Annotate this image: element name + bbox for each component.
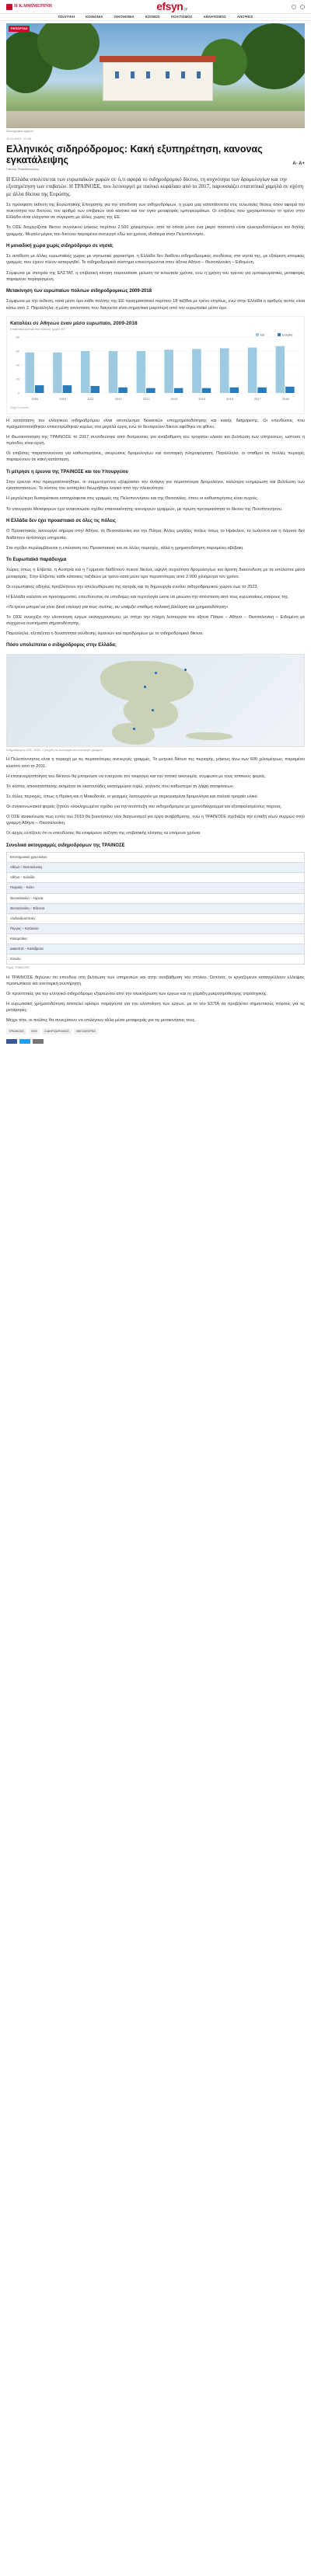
legend-swatch <box>256 333 259 336</box>
font-size-control[interactable]: A- A+ <box>292 161 305 166</box>
table-row <box>7 893 305 903</box>
x-tick-label: 2014 <box>170 396 178 401</box>
table-row <box>7 933 305 944</box>
table-row <box>7 863 305 873</box>
paragraph: Σύμφωνα με στοιχεία της ΕΛΣΤΑΤ, η επιβατική κίνηση παρουσίασε μείωση τα τελευταία χρόνια, ενώ η χρήση του τρένου για εμπορευματικές μεταφορές παραμένει περιορισμένη. <box>6 270 305 282</box>
table-cell: Σύνολο <box>7 954 305 965</box>
bar-eu <box>276 346 285 392</box>
bar-gr <box>63 385 72 393</box>
section-heading: Η Ελλάδα δεν έχει προαστιακό σε όλες τις πόλεις <box>6 518 117 523</box>
nav-item[interactable]: ΠΟΛΙΤΙΣΜΟΣ <box>170 14 193 19</box>
paragraph: Οι αρχές ελπίζουν ότι οι επενδύσεις θα επιφέρουν αύξηση της επιβατικής κίνησης τα επόμενα χρόνια. <box>6 831 201 836</box>
routes-table <box>6 852 305 965</box>
tag[interactable]: ΟΣΕ <box>29 1028 40 1034</box>
bar-eu <box>25 352 34 392</box>
x-tick-label: 2015 <box>198 396 206 401</box>
paragraph: Στην έρευνα που πραγματοποιήθηκε, οι συμμετέχοντες εξέφρασαν την ανάγκη για περισσότερα δρομολόγια, καλύτερη ενημέρωση και βελτίωση των εγκαταστάσεων. Το κόστος του εισιτηρίου θεωρήθηκε λογικό από την πλειονότητα. <box>6 480 305 492</box>
paragraph: Η Ελλάδα καλείται να προσαρμοστεί, επενδύοντας σε υποδομές και τεχνολογία ώστε να μειώσει την απόσταση από τους ευρωπαίους εταίρους της. <box>6 594 289 600</box>
bar-gr <box>35 385 44 393</box>
chart-title: Καταλύει σε Αθηνών έναν μέσο ευρωπαίο, 2009-2018 <box>10 320 138 326</box>
section-heading: Η μοναδική χώρα χωρίς σιδηρόδρομο σε νησιά; <box>6 243 114 249</box>
secondary-logo-text: Η ΚΑΘΗΜΕΡΙΝΗ <box>14 4 52 9</box>
header-icons <box>292 5 305 9</box>
bar-gr <box>174 388 183 392</box>
paragraph: Σε αντίθεση με άλλες ευρωπαϊκές χώρες με νησιωτικό χαρακτήρα, η Ελλάδα δεν διαθέτει σιδηροδρομικές συνδέσεις στα νησιά της, με εξαίρεση ιστορικές γραμμές που έχουν πλέον καταργηθεί. Το σιδηροδρομικό σύστημα επικεντρώνεται στον άξονα Αθήνα – Θεσσαλονίκη – Ειδομένη. <box>6 254 305 266</box>
table-cell: Αθήνα – Θεσσαλονίκη <box>7 863 305 873</box>
paragraph: Η ευρωπαϊκή χρηματοδότηση αποτελεί κρίσιμο παράγοντα για την υλοποίηση των έργων, με το νέο ΕΣΠΑ να προβλέπει σημαντικούς πόρους για τις μεταφορές. <box>6 1002 305 1013</box>
bar-gr <box>257 387 267 392</box>
table-cell: Επιστημονικό χρονολόγιο <box>7 853 305 863</box>
article-title: Ελληνικός σιδηρόδρομος: Κακή εξυπηρέτηση, κανονας εγκατάλειψης <box>6 144 263 165</box>
table-row <box>7 923 305 933</box>
table-row <box>7 913 305 923</box>
newspaper-icon <box>6 4 12 10</box>
tag[interactable]: ΜΕΤΑΦΟΡΕΣ <box>74 1028 98 1034</box>
y-tick-label: 20 <box>16 377 19 381</box>
bar-gr <box>285 387 295 393</box>
y-tick-label: 60 <box>16 349 19 353</box>
table-row <box>7 903 305 913</box>
paragraph: Η μεγαλύτερη δυσαρέσκεια καταγράφεται στις γραμμές της Πελοποννήσου και της Θεσσαλίας, όπου οι καθυστερήσεις είναι συχνές. <box>6 496 259 502</box>
paragraph: Το υπουργείο Μεταφορών έχει ανακοινώσει σχέδιο επανεκκίνησης ανενεργών γραμμών, με πρώτη προτεραιότητα το δίκτυο της Πελοποννήσου. <box>6 506 283 512</box>
y-tick-label: 80 <box>16 335 19 339</box>
search-icon[interactable] <box>292 5 296 9</box>
paragraph: Οι προοπτικές για τον ελληνικό σιδηρόδρομο εξαρτώνται από την ολοκλήρωση των έργων και τη χάραξη μακροπρόθεσμης στρατηγικής. <box>6 991 268 996</box>
tag[interactable]: ΣΙΔΗΡΟΔΡΟΜΟΣ <box>42 1028 72 1034</box>
table-row <box>7 954 305 965</box>
bar-eu <box>53 352 62 392</box>
paragraph: Σύμφωνα με την έκθεση, κατά μέσο όρο κάθε πολίτης της ΕΕ πραγματοποιεί περίπου 18 ταξίδια με τρένο ετησίως, ενώ στην Ελλάδα ο αριθμός αυτός είναι κάτω από 2. Παράλληλα, η μέση απόσταση που διανύεται είναι σημαντικά μικρότερη από τον ευρωπαϊκό μέσο όρο. <box>6 299 305 311</box>
bar-eu <box>192 349 201 393</box>
nav-item[interactable]: ΑΠΟΨΕΙΣ <box>236 14 253 19</box>
x-tick-label: 2018 <box>281 396 289 401</box>
category-badge[interactable]: ΡΕΠΟΡΤΑΖ <box>9 26 30 32</box>
x-tick-label: 2011 <box>87 396 94 401</box>
x-tick-label: 2016 <box>226 396 233 401</box>
site-logo-text: efsyn <box>156 0 183 13</box>
twitter-icon[interactable] <box>19 1039 30 1044</box>
x-tick-label: 2012 <box>114 396 122 401</box>
header <box>0 0 311 13</box>
nav-item[interactable]: ΟΙΚΟΝΟΜΙΑ <box>114 14 135 19</box>
table-cell: Αθήνα – Χαλκίδα <box>7 873 305 883</box>
paragraph: Το ΟΣΕ συνεχίζει την υλοποίηση έργων εκσυγχρονισμού, με στόχο την πλήρη λειτουργία του άξονα Πάτρα – Αθήνα – Θεσσαλονίκη – Ειδομένη με σύγχρονα συστήματα σηματοδότησης. <box>6 614 305 627</box>
hero-caption: Φωτογραφία αρχείου <box>6 130 34 133</box>
menu-icon[interactable] <box>300 5 305 9</box>
table-cell: Διακοπτό – Καλάβρυτα <box>7 944 305 954</box>
paragraph: Στα σχέδια περιλαμβάνεται η επέκταση του Προαστιακού και σε άλλες περιοχές, αλλά η χρηματοδότηση παραμένει αβέβαιη. <box>6 545 244 551</box>
legend-swatch <box>278 333 281 336</box>
x-tick-label: 2013 <box>142 396 150 401</box>
table-cell: Αλεξανδρούπολη <box>7 913 305 923</box>
nav-item[interactable]: ΚΟΙΝΩΝΙΑ <box>86 14 103 19</box>
table-row <box>7 883 305 893</box>
chart-heading: Μετακίνηση των ευρωπαίων πολιτών σιδηροδρομικώς 2009-2018 <box>6 288 152 294</box>
bar-eu <box>164 349 173 393</box>
nav-item[interactable]: ΚΟΣΜΟΣ <box>145 14 160 19</box>
bar-chart <box>6 316 305 414</box>
email-icon[interactable] <box>33 1039 44 1044</box>
hero-image <box>6 23 305 128</box>
table-cell: Καλαμπάκα <box>7 933 305 944</box>
rail-map[interactable] <box>6 654 305 747</box>
y-tick-label: 40 <box>16 363 19 367</box>
section-heading: Το Ευρωπαϊκό παράδειγμα <box>6 557 67 562</box>
table-cell: Θεσσαλονίκη – Έδεσσα <box>7 903 305 913</box>
tag-list <box>6 1028 305 1034</box>
nav-item[interactable]: ΑΘΛΗΤΙΣΜΟΣ <box>203 14 226 19</box>
x-tick-label: 2009 <box>31 396 39 401</box>
paragraph: Σε πρόσφατη έκθεση της Ευρωπαϊκής Επιτροπής για την απόδοση των σιδηροδρόμων, η χώρα μας κατατάσσεται στις τελευταίες θέσεις όσον αφορά την πυκνότητα του δικτύου, τον αριθμό των επιβατών ανά κάτοικο και τον όγκο μεταφοράς εμπορευμάτων. Οι επιβάτες που χρησιμοποιούν το τρένο στην Ελλάδα είναι ελάχιστοι σε σύγκριση με άλλες χώρες της ΕΕ. <box>6 203 305 221</box>
bar-eu <box>109 351 118 393</box>
table-row <box>7 944 305 954</box>
bar-gr <box>146 388 156 392</box>
bar-eu <box>220 348 229 393</box>
paragraph: Χώρες όπως η Ελβετία, η Αυστρία και η Γερμανία διαθέτουν πυκνά δίκτυα, υψηλή συχνότητα δρομολογίων και άριστη διασύνδεση με τα υπόλοιπα μέσα μεταφοράς. Στην Ελβετία, κάθε κάτοικος ταξιδεύει με τρένο κατά μέσο όρο περισσότερες από 2.000 χιλιόμετρα τον χρόνο. <box>6 568 305 579</box>
paragraph: Οι συγκοινωνιακοί φορείς ζητούν ολοκληρωμένο σχέδιο για την ανάπτυξη του σιδηροδρόμου με χρονοδιάγραμμα και εξασφαλισμένους πόρους. <box>6 805 282 810</box>
paragraph: Μέχρι τότε, οι πολίτες θα συνεχίσουν να επιλέγουν άλλα μέσα μεταφοράς για τις μετακινήσεις τους. <box>6 1018 196 1024</box>
bar-gr <box>118 387 128 392</box>
paragraph: Η κατάσταση του ελληνικού σιδηροδρόμου είναι αποτέλεσμα δεκαετιών υποχρηματοδότησης και κακής διαχείρισης. Οι επενδύσεις που πραγματοποιήθηκαν επικεντρώθηκαν κυρίως στα μεγάλα έργα, ενώ το δευτερεύον δίκτυο αφέθηκε να φθίνει. <box>6 418 305 430</box>
paragraph: Ο ΟΣΕ ανακοίνωσε πως εντός του 2019 θα ξεκινήσουν νέοι διαγωνισμοί για έργα αναβάθμισης, ενώ η ΤΡΑΙΝΟΣΕ σχεδιάζει την ένταξη νέων συρμών στην γραμμή Αθήνα – Θεσσαλονίκη. <box>6 815 305 826</box>
article-body <box>0 137 311 1045</box>
paragraph: Ο Προαστιακός λειτουργεί σήμερα στην Αθήνα, τη Θεσσαλονίκη και την Πάτρα. Άλλες μεγάλες πόλεις όπως το Ηράκλειο, τα Ιωάννινα και η Λάρισα δεν διαθέτουν αντίστοιχη υπηρεσία. <box>6 529 305 541</box>
main-nav <box>0 13 311 21</box>
paragraph: Η Πελοπόννησος είναι η περιοχή με τις περισσότερες ανενεργές γραμμές. Το μετρικό δίκτυο της περιοχής, μήκους άνω των 600 χιλιομέτρων, παραμένει κλειστό από το 2011. <box>6 757 305 769</box>
bar-gr <box>91 386 100 393</box>
paragraph: Η επανενεργοποίηση του δικτύου θα μπορούσε να ενισχύσει τον τουρισμό και την τοπική οικονομία, σύμφωνα με τους τοπικούς φορείς. <box>6 773 267 779</box>
legend-label: ΕΕ <box>260 332 265 337</box>
bar-eu <box>248 347 257 393</box>
paragraph: Το κόστος αποκατάστασης εκτιμάται σε εκατοντάδες εκατομμύρια ευρώ, γεγονός που καθυστερεί τη λήψη αποφάσεων. <box>6 784 235 789</box>
map-caption: Σιδηρόδρομος ΟΣΕ, 2019 · Γραμμές σε λειτουργία και ανενεργές γραμμές <box>6 748 103 752</box>
article-lead: Η Ελλάδα υπολείπεται των ευρωπαϊκών χωρών σε ό,τι αφορά το σιδηροδρομικό δίκτυο, τη συχνότητα των δρομολογίων και την εξυπηρέτηση των επιβατών. Η ΤΡΑΙΝΟΣΕ, που λειτουργεί με ιταλικό κεφάλαιο από το 2017, παρουσιάζει στατιστικά χαμηλά σε σχέση με άλλα δίκτυα της Ευρώπης. <box>6 176 303 197</box>
site-logo-suffix: .gr <box>183 7 187 12</box>
table-row <box>7 873 305 883</box>
paragraph: Οι ευρωπαϊκές οδηγίες προβλέπουν την απελευθέρωση της αγοράς και τη δημιουργία ενιαίου σιδηροδρομικού χώρου έως το 2023. <box>6 584 259 589</box>
author-name[interactable]: Γιάννης Παπαδόπουλος <box>6 167 40 171</box>
paragraph: Η ΤΡΑΙΝΟΣΕ δηλώνει ότι επενδύει στη βελτίωση των υπηρεσιών και στην αναβάθμιση του στόλου. Ωστόσο, οι εργαζόμενοι καταγγέλλουν ελλείψεις προσωπικού και ανεπαρκή συντήρηση. <box>6 975 305 986</box>
table-title: Συνολικά ακτογραμμές σιδηροδρόμων της ΤΡΑΙΝΟΣΕ <box>6 843 125 849</box>
tag[interactable]: ΤΡΑΙΝΟΣΕ <box>6 1028 26 1034</box>
y-tick-label: 0 <box>17 391 19 395</box>
paragraph: Οι επιβάτες παραπονιούνται για καθυστερήσεις, ακυρώσεις δρομολογίων και ανεπαρκή πληροφόρηση. Παράλληλα, οι σταθμοί σε πολλές περιοχές παραμένουν σε κακή κατάσταση. <box>6 451 305 463</box>
paragraph: Η ιδιωτικοποίηση της ΤΡΑΙΝΟΣΕ το 2017 συνοδεύτηκε από δεσμεύσεις για αναβάθμιση του τροχαίου υλικού και βελτίωση των υπηρεσιών, ωστόσο η πρόοδος είναι αργή. <box>6 435 305 447</box>
table-source: Πηγή: ΤΡΑΙΝΟΣΕ <box>6 966 30 970</box>
table-cell: Πύργος – Κατάκολο <box>7 923 305 933</box>
legend-label: Ελλάδα <box>282 332 293 337</box>
bar-gr <box>230 387 239 392</box>
section-heading: Πόσο υπολείπεται ο σιδηρόδρομος στην Ελλάδα; <box>6 643 117 648</box>
paragraph: Το ΟΣΕ διαχειρίζεται δίκτυο συνολικού μήκους περίπου 2.500 χιλιομέτρων, από τα οποία μόνο ένα μικρό ποσοστό είναι ηλεκτροδοτούμενο και διπλής γραμμής. Μεγάλο μέρος του δικτύου παραμένει ανενεργό εδώ και χρόνια, ιδιαίτερα στην Πελοπόννησο. <box>6 225 305 237</box>
site-logo[interactable] <box>156 0 187 15</box>
bar-gr <box>202 388 211 392</box>
publish-date: 12.03.2019 · 07:45 <box>6 137 31 141</box>
x-tick-label: 2017 <box>253 396 261 401</box>
secondary-logo[interactable] <box>6 3 52 10</box>
section-heading: Τι μέτρησε η έρευνα της ΤΡΑΙΝΟΣΕ και του Υπουργείου <box>6 469 129 475</box>
chart-subtitle: Επιβατοχιλιόμετρα ανά κάτοικο, χώρες ΕΕ <box>10 328 65 332</box>
table-row <box>7 853 305 863</box>
chart-plot <box>10 332 302 402</box>
x-tick-label: 2010 <box>59 396 67 401</box>
share-bar <box>6 1039 305 1044</box>
bar-eu <box>137 351 146 393</box>
bar-eu <box>81 351 90 393</box>
table-cell: Πειραιάς – Κιάτο <box>7 883 305 893</box>
paragraph: Παράλληλα, εξετάζεται η δυνατότητα σύνδεσης λιμανιών και αεροδρομίων με το σιδηροδρομικό δίκτυο. <box>6 631 204 637</box>
pull-quote: «Το τρένο μπορεί να γίνει ξανά επιλογή για τους πολίτες, αν υπάρξει σταθερή πολιτική βούληση και χρηματοδότηση» <box>6 604 229 610</box>
facebook-icon[interactable] <box>6 1039 17 1044</box>
paragraph: Σε άλλες περιοχές, όπως η Θράκη και η Μακεδονία, οι γραμμές λειτουργούν με περιορισμένα δρομολόγια και παλαιό τροχαίο υλικό. <box>6 794 259 799</box>
chart-source: Πηγή: Eurostat <box>10 405 29 409</box>
table-cell: Θεσσαλονίκη – Λάρισα <box>7 893 305 903</box>
nav-item[interactable]: ΠΟΛΙΤΙΚΗ <box>58 14 75 19</box>
